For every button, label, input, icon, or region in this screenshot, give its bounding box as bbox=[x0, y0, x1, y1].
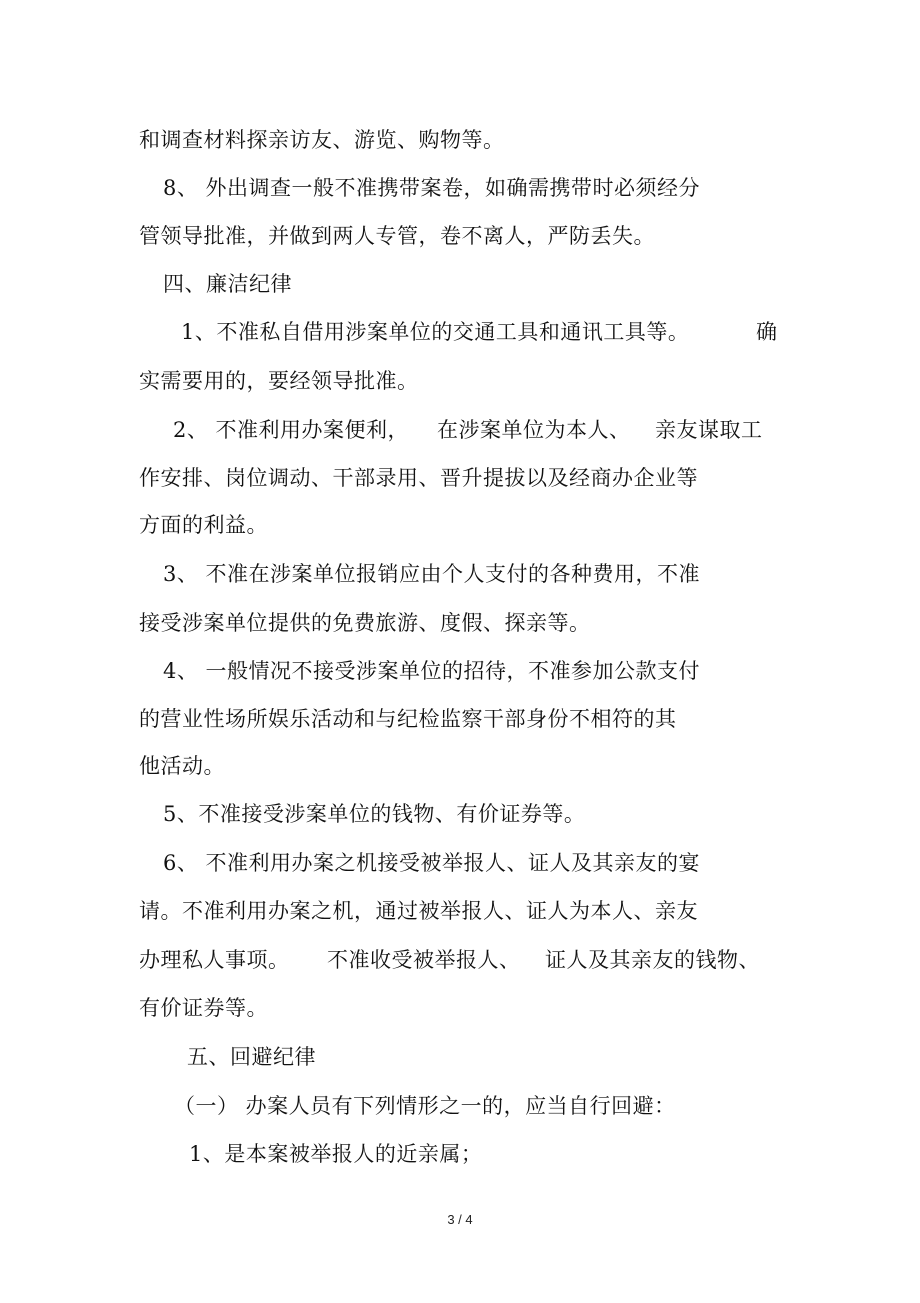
section-heading: 五、回避纪律 bbox=[187, 1045, 316, 1069]
text-line: 方面的利益。 bbox=[139, 513, 268, 537]
text-line: 的营业性场所娱乐活动和与纪检监察干部身份不相符的其 bbox=[139, 707, 677, 731]
text-fragment: 确 bbox=[756, 320, 778, 344]
text-fragment: 办理私人事项。 bbox=[139, 948, 290, 972]
text-line: 4、 一般情况不接受涉案单位的招待，不准参加公款支付 bbox=[163, 659, 701, 683]
text-line: 8、 外出调查一般不准携带案卷，如确需携带时必须经分 bbox=[163, 176, 701, 200]
text-fragment: 证人及其亲友的钱物、 bbox=[545, 948, 760, 972]
text-line: 管领导批准，并做到两人专管，卷不离人，严防丢失。 bbox=[139, 224, 655, 248]
text-line: 3、 不准在涉案单位报销应由个人支付的各种费用，不准 bbox=[163, 562, 701, 586]
text-line: 他活动。 bbox=[139, 754, 225, 778]
text-fragment: 亲友谋取工 bbox=[655, 418, 763, 442]
text-line: 实需要用的，要经领导批准。 bbox=[139, 369, 419, 393]
page-number: 3 / 4 bbox=[447, 1212, 473, 1227]
text-line: 作安排、岗位调动、干部录用、晋升提拔以及经商办企业等 bbox=[139, 466, 698, 490]
text-line: 5、不准接受涉案单位的钱物、有价证券等。 bbox=[163, 802, 586, 826]
section-heading: 四、廉洁纪律 bbox=[163, 272, 292, 296]
text-line: 6、 不准利用办案之机接受被举报人、证人及其亲友的宴 bbox=[163, 851, 701, 875]
text-line: 请。不准利用办案之机，通过被举报人、证人为本人、亲友 bbox=[139, 899, 698, 923]
text-line: 和调查材料探亲访友、游览、购物等。 bbox=[139, 128, 505, 152]
text-line: 有价证券等。 bbox=[139, 996, 268, 1020]
text-line: 1、是本案被举报人的近亲属； bbox=[189, 1142, 483, 1166]
text-fragment: 在涉案单位为本人、 bbox=[437, 418, 631, 442]
text-fragment: 2、 不准利用办案便利， bbox=[173, 418, 410, 442]
text-fragment: 不准收受被举报人、 bbox=[327, 948, 521, 972]
text-line: （一） 办案人员有下列情形之一的，应当自行回避： bbox=[174, 1094, 676, 1118]
text-line: 1、不准私自借用涉案单位的交通工具和通讯工具等。 bbox=[181, 320, 690, 344]
text-line: 接受涉案单位提供的免费旅游、度假、探亲等。 bbox=[139, 611, 591, 635]
